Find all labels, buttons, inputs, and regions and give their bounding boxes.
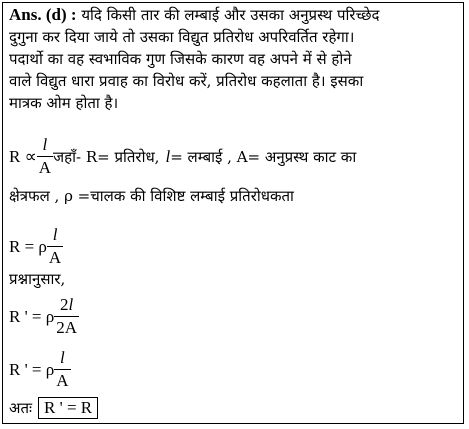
answer-line-1 [9, 5, 380, 25]
according-to-question: प्रश्नानुसार, [9, 270, 66, 288]
answer-text-1: यदि किसी तार की लम्बाई और उसका अनुप्रस्थ परिच्छेद [76, 6, 380, 24]
equation-3-denominator: A [56, 371, 69, 390]
equation-1-lhs: R = ρ [9, 236, 47, 256]
equation-2 [9, 295, 79, 338]
conclusion-prefix: अतः [9, 399, 33, 417]
conclusion-result: R ' = R [38, 397, 98, 419]
equation-2-numerator-coef: 2 [60, 295, 69, 314]
answer-line-5: मात्रक ओम होता है। [9, 94, 119, 112]
equation-2-fraction [54, 295, 79, 338]
equation-1-denominator: A [48, 248, 62, 267]
equation-2-lhs: R ' = ρ [9, 306, 55, 326]
equation-1-numerator: l [47, 225, 63, 247]
answer-label: Ans. (d) : [9, 5, 77, 24]
equation-3-lhs: R ' = ρ [9, 359, 55, 379]
proportion-numerator: l [37, 135, 53, 157]
proportion-where: जहाँ- R= प्रतिरोध, [53, 147, 160, 166]
proportion-continued: क्षेत्रफल , ρ =चालक की विशिष्ट लम्बाई प्रतिरोधकता [9, 187, 294, 205]
proportion-lhs: R ∝ [9, 146, 37, 166]
equation-2-numerator-var: l [68, 295, 74, 314]
equation-2-numerator [54, 295, 79, 317]
length-symbol: l [165, 146, 171, 166]
proportion-denominator: A [38, 158, 52, 177]
proportion-line [9, 135, 356, 178]
equation-1 [9, 225, 63, 268]
conclusion-line [9, 397, 98, 419]
answer-line-2: दुगुना कर दिया जाये तो उसका विद्युत प्रतिरोध अपरिवर्तित रहेगा। [9, 28, 355, 46]
length-definition: = लम्बाई , A= अनुप्रस्थ काट का [170, 147, 357, 166]
equation-3-numerator: l [54, 348, 70, 370]
answer-line-4: वाले विद्युत धारा प्रवाह का विरोध करें, प्रतिरोध कहलाता है। इसका [9, 72, 364, 90]
equation-3 [9, 348, 71, 391]
equation-3-fraction [54, 348, 70, 391]
answer-line-3: पदार्थो का वह स्वभाविक गुण जिसके कारण वह अपने में से होने [9, 50, 352, 68]
equation-2-denominator: 2A [56, 318, 78, 337]
answer-box [2, 2, 464, 424]
proportion-fraction [37, 135, 53, 178]
equation-1-fraction [47, 225, 63, 268]
